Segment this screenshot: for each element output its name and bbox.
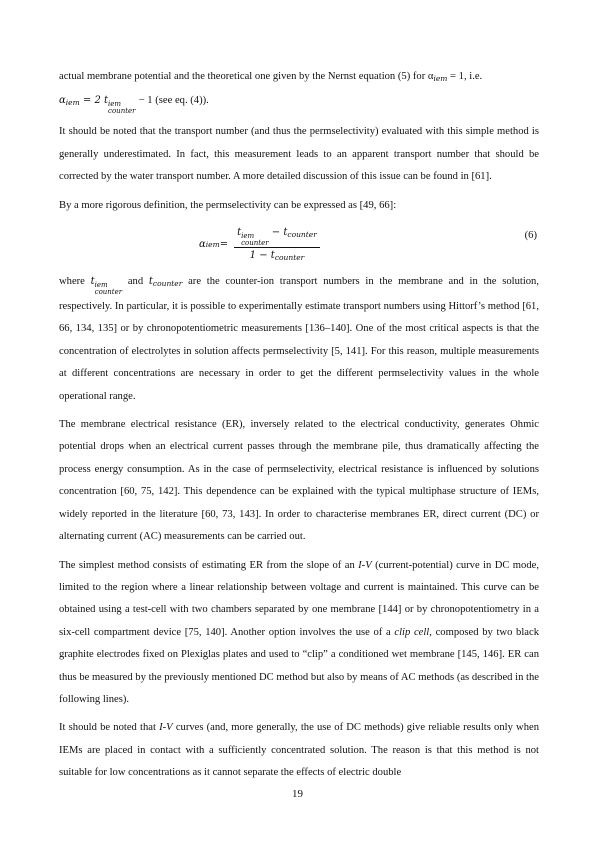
text: , composed by two black graphite electrodes fixed on Plexiglas plates and used to “clip” a conditioned wet membrane [145, 146]. ER can thus be measured by the previously mentioned DC method but also by means of AC methods (as described in the following lines). xyxy=(59,626,539,705)
math-sub: iem xyxy=(205,240,220,250)
math-alpha: α xyxy=(59,95,66,107)
math-op: − xyxy=(268,227,284,239)
paragraph-transport-numbers xyxy=(59,271,539,408)
math-t: t xyxy=(237,227,242,239)
math-sub: counter xyxy=(274,253,305,263)
math-numerator xyxy=(234,225,320,248)
paragraph-definition: By a more rigorous definition, the permselectivity can be expressed as [49, 66]: xyxy=(59,199,397,211)
math-t: t xyxy=(104,95,109,107)
math-op: 1 − xyxy=(249,250,271,262)
math-sup: iem xyxy=(108,100,122,109)
math-t: t xyxy=(270,250,275,262)
equation-inline xyxy=(59,95,139,116)
paragraph-underestimated: It should be noted that the transport number (and thus the permselectivity) evaluated with this simple method is generally underestimated. In fact, this measurement leads to an apparent transport number that should be corrected by the water transport number. A more detailed discussion of this issue can be found in [61]. xyxy=(59,126,539,183)
text: − 1 (see eq. (4)). xyxy=(138,95,209,107)
text: where xyxy=(59,276,91,288)
math-alpha: α xyxy=(199,239,206,251)
math-op: = xyxy=(79,95,95,107)
text: are the counter-ion transport numbers in the membrane and in the solution, respectively. In particular, it is possible to experimentally estimate transport numbers using Hittorf’s method [61, 66, 134, 135] or by chronopotentiometric measurements [136–140]. One of the most critical aspects is that the concentration of electrolytes in solution affects permselectivity [5, 141]. For this reason, multiple measurements at different concentrations are necessary in order to get the different permselectivity values in the whole operational range. xyxy=(59,276,540,402)
math-sup: iem xyxy=(94,281,108,290)
text: and xyxy=(122,276,149,288)
math-supsub xyxy=(241,233,268,247)
text-italic: clip cell xyxy=(394,626,430,638)
math-sub: iem xyxy=(65,98,80,108)
math-fraction xyxy=(234,225,320,266)
math-supsub xyxy=(108,101,135,115)
math-t: t xyxy=(90,276,95,288)
text: (current-potential) curve in DC mode, limited to the region where a linear relationship between voltage and current is maintained. This curve can be obtained using a test-cell with two chambers separated by one membrane [144] or by chronopotentiometry in a six-cell compartment device [75, 140]. Another option involves the use of a xyxy=(59,559,539,638)
equation-6 xyxy=(59,223,539,267)
equation-number: (6) xyxy=(524,230,537,242)
math-sub: counter xyxy=(287,230,317,240)
math-sub: counter xyxy=(108,107,136,116)
text: The simplest method consists of estimating ER from the slope of an xyxy=(59,559,359,571)
text: = 1, i.e. xyxy=(447,71,483,82)
math-sup: iem xyxy=(241,232,255,241)
paragraph-nernst xyxy=(59,66,539,115)
math-sub: counter xyxy=(94,288,123,297)
text: curves (and, more generally, the use of DC methods) give reliable results only when IEMs are placed in contact with a sufficiently concentrated solution. The reason is that this method is not suitable for low concentrations as it cannot separate the effects of electric double xyxy=(59,722,539,779)
math-sub: counter xyxy=(241,239,269,248)
math-op: = xyxy=(219,239,229,251)
math-sub: counter xyxy=(152,279,183,289)
math-t-counter xyxy=(149,276,182,287)
math-supsub xyxy=(95,282,122,296)
math-denominator xyxy=(250,248,305,266)
paragraph-dc-methods xyxy=(59,717,539,784)
math-sub: iem xyxy=(433,74,448,83)
text: It should be noted that xyxy=(59,722,160,734)
paragraph-iv-curve xyxy=(59,555,539,712)
text-italic: I-V xyxy=(159,722,173,734)
equation-permselectivity xyxy=(199,225,320,266)
text: actual membrane potential and the theoretical one given by the Nernst equation (5) for α xyxy=(59,71,434,82)
text-italic: I-V xyxy=(358,559,372,571)
paragraph-electrical-resistance: The membrane electrical resistance (ER), inversely related to the electrical conductivity, generates Ohmic potential drops when an electrical current passes through the membrane pile, thus dramatically affecting the process energy consumption. As in the case of permselectivity, electrical resistance is influenced by solutions concentration [60, 75, 142]. This dependence can be explained with the typical multiphase structure of IEMs, widely reported in the literature [60, 73, 143]. In order to characterise membranes ER, direct current (DC) or alternating current (AC) measurements can be carried out. xyxy=(59,419,539,543)
math-t-iem-counter xyxy=(90,276,123,297)
math-num: 2 xyxy=(94,95,105,107)
page-body xyxy=(59,66,539,791)
math-t: t xyxy=(148,276,153,288)
math-t: t xyxy=(283,227,288,239)
page-number: 19 xyxy=(292,788,303,800)
